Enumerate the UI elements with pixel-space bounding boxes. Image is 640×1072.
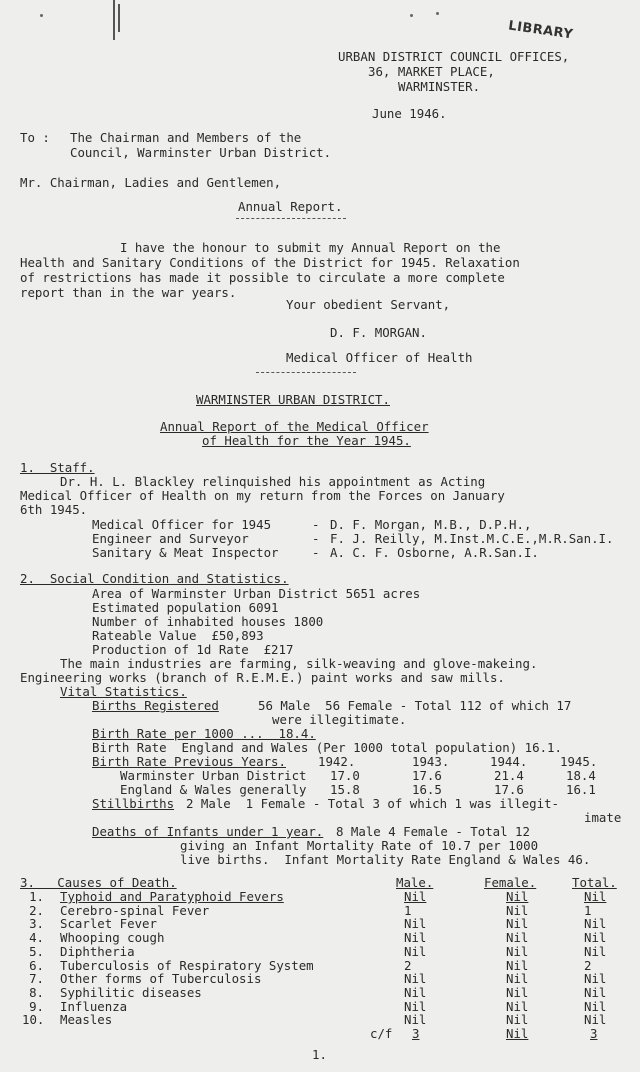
year-header: 1944. (490, 754, 528, 769)
cause-cell-total: Nil (584, 916, 607, 932)
stat-line: Rateable Value £50,893 (92, 628, 264, 643)
cause-cell-female: Nil (506, 971, 529, 987)
cause-cell-n: 6. (29, 957, 44, 973)
intro-line-3: of restrictions has made it possible to circulate a more complete (20, 270, 505, 285)
stat-line: Production of 1d Rate £217 (92, 642, 294, 657)
cf-total: 3 (590, 1026, 598, 1041)
district-title: WARMINSTER URBAN DISTRICT. (196, 392, 390, 407)
industries-line-1: The main industries are farming, silk-weaving and glove-makeing. (60, 656, 538, 671)
cause-cell-total: 1 (584, 902, 592, 918)
staff-dash: - (312, 531, 320, 546)
birth-rate: Birth Rate per 1000 ... 18.4. (92, 726, 316, 741)
causes-heading: 3. Causes of Death. (20, 875, 177, 890)
stillbirths-label: Stillbirths (92, 796, 175, 811)
cause-cell-male: Nil (404, 1012, 427, 1028)
scan-speck (436, 12, 439, 15)
year-header: 1945. (560, 754, 598, 769)
stat-line: Area of Warminster Urban District 5651 acres (92, 586, 421, 601)
cause-cell-n: 2. (29, 902, 44, 918)
cause-cell-female: Nil (506, 998, 529, 1014)
staff-role: Sanitary & Meat Inspector (92, 545, 279, 560)
vital-statistics-heading: Vital Statistics. (60, 684, 187, 699)
intro-line-4: report than in the war years. (20, 285, 237, 300)
infant-deaths-text-3: live births. Infant Mortality Rate England & Wales 46. (180, 852, 591, 867)
staff-dash: - (312, 517, 320, 532)
year-header: 1942. (318, 754, 356, 769)
cause-cell-male: Nil (404, 889, 427, 904)
scan-speck (410, 14, 413, 17)
cause-cell-total: Nil (584, 889, 607, 904)
cause-cell-female: Nil (506, 957, 529, 973)
cause-cell-n: 3. (29, 916, 44, 932)
closing: Your obedient Servant, (286, 297, 451, 312)
prev-row-label: Warminster Urban District (120, 768, 307, 783)
scan-speck (40, 14, 43, 17)
staff-text-2: Medical Officer of Health on my return from the Forces on January (20, 488, 505, 503)
ew-birth-rate: Birth Rate England and Wales (Per 1000 total population) 16.1. (92, 740, 562, 755)
cause-cell-cause: Cerebro-spinal Fever (60, 902, 210, 918)
signature: D. F. MORGAN. (330, 325, 427, 340)
prev-row-value: 16.5 (412, 782, 442, 797)
cause-cell-cause: Tuberculosis of Respiratory System (60, 957, 314, 973)
births-label: Births Registered (92, 698, 219, 713)
cause-cell-total: 2 (584, 957, 592, 973)
staff-role: Medical Officer for 1945 (92, 517, 272, 532)
cause-cell-cause: Scarlet Fever (60, 916, 157, 932)
cause-cell-cause: Typhoid and Paratyphoid Fevers (60, 889, 284, 904)
intro-line-1: I have the honour to submit my Annual Report on the (120, 240, 501, 255)
library-stamp: LIBRARY (507, 18, 575, 43)
stat-line: Number of inhabited houses 1800 (92, 614, 324, 629)
prev-row-label: England & Wales generally (120, 782, 307, 797)
addressee-line-2: Council, Warminster Urban District. (70, 145, 332, 160)
section-divider (256, 372, 356, 373)
carried-forward-label: c/f (370, 1026, 393, 1041)
cause-cell-total: Nil (584, 1012, 607, 1028)
cause-cell-male: 2 (404, 957, 412, 973)
cause-cell-n: 1. (29, 889, 44, 904)
intro-line-2: Health and Sanitary Conditions of the District for 1945. Relaxation (20, 255, 520, 270)
letter-date: June 1946. (372, 106, 447, 121)
signature-title: Medical Officer of Health (286, 350, 473, 365)
staff-name: D. F. Morgan, M.B., D.P.H., (330, 517, 532, 532)
infant-deaths-text-2: giving an Infant Mortality Rate of 10.7 per 1000 (180, 838, 539, 853)
cause-cell-male: Nil (404, 984, 427, 1000)
cause-cell-male: 1 (404, 902, 412, 918)
cause-cell-cause: Diphtheria (60, 943, 135, 959)
staff-name: A. C. F. Osborne, A.R.San.I. (330, 545, 539, 560)
industries-line-2: Engineering works (branch of R.E.M.E.) paint works and saw mills. (20, 670, 505, 685)
report-title-line-2: of Health for the Year 1945. (202, 433, 411, 448)
cause-cell-cause: Whooping cough (60, 930, 165, 946)
cause-cell-cause: Influenza (60, 998, 128, 1014)
prev-row-value: 16.1 (566, 782, 596, 797)
stillbirths-text: 2 Male 1 Female - Total 3 of which 1 was illegit- (186, 796, 559, 811)
prev-row-value: 17.6 (494, 782, 524, 797)
cause-cell-total: Nil (584, 998, 607, 1014)
social-heading: 2. Social Condition and Statistics. (20, 571, 289, 586)
report-title-line-1: Annual Report of the Medical Officer (160, 419, 429, 434)
cause-cell-male: Nil (404, 943, 427, 959)
cause-cell-male: Nil (404, 916, 427, 932)
cause-cell-n: 9. (29, 998, 44, 1014)
heading-rule (236, 218, 346, 219)
staff-heading: 1. Staff. (20, 460, 95, 475)
cause-cell-n: 10. (22, 1012, 45, 1028)
cause-cell-female: Nil (506, 889, 529, 904)
stillbirths-text-2: imate (584, 810, 622, 825)
staff-text-1: Dr. H. L. Blackley relinquished his appointment as Acting (60, 474, 486, 489)
column-female: Female. (484, 875, 537, 890)
cause-cell-female: Nil (506, 930, 529, 946)
cause-cell-total: Nil (584, 971, 607, 987)
cause-cell-total: Nil (584, 984, 607, 1000)
cf-male: 3 (412, 1026, 420, 1041)
births-text: 56 Male 56 Female - Total 112 of which 17 (258, 698, 572, 713)
cause-cell-female: Nil (506, 943, 529, 959)
cause-cell-male: Nil (404, 930, 427, 946)
cause-cell-male: Nil (404, 971, 427, 987)
cause-cell-n: 7. (29, 971, 44, 987)
cause-cell-total: Nil (584, 930, 607, 946)
infant-deaths-label: Deaths of Infants under 1 year. (92, 824, 324, 839)
prev-row-value: 17.6 (412, 768, 442, 783)
address-line-3: WARMINSTER. (398, 79, 481, 94)
cause-cell-female: Nil (506, 1012, 529, 1028)
address-line-2: 36, MARKET PLACE, (368, 64, 495, 79)
staff-dash: - (312, 545, 320, 560)
prev-row-value: 15.8 (330, 782, 360, 797)
prev-row-value: 17.0 (330, 768, 360, 783)
infant-deaths-text: 8 Male 4 Female - Total 12 (336, 824, 530, 839)
cf-female: Nil (506, 1026, 529, 1041)
cause-cell-male: Nil (404, 998, 427, 1014)
cause-cell-n: 4. (29, 930, 44, 946)
staff-name: F. J. Reilly, M.Inst.M.C.E.,M.R.San.I. (330, 531, 614, 546)
cause-cell-female: Nil (506, 916, 529, 932)
binding-mark (118, 4, 120, 32)
prev-row-value: 21.4 (494, 768, 524, 783)
births-text-2: were illegitimate. (272, 712, 407, 727)
cause-cell-n: 5. (29, 943, 44, 959)
staff-role: Engineer and Surveyor (92, 531, 249, 546)
cause-cell-cause: Other forms of Tuberculosis (60, 971, 262, 987)
cause-cell-total: Nil (584, 943, 607, 959)
salutation: Mr. Chairman, Ladies and Gentlemen, (20, 175, 282, 190)
address-line-1: URBAN DISTRICT COUNCIL OFFICES, (338, 49, 570, 64)
cause-cell-female: Nil (506, 984, 529, 1000)
previous-years-label: Birth Rate Previous Years. (92, 754, 286, 769)
stat-line: Estimated population 6091 (92, 600, 279, 615)
addressee-line-1: The Chairman and Members of the (70, 130, 302, 145)
prev-row-value: 18.4 (566, 768, 596, 783)
staff-text-3: 6th 1945. (20, 502, 88, 517)
cause-cell-n: 8. (29, 984, 44, 1000)
to-label: To : (20, 130, 50, 145)
cause-cell-cause: Measles (60, 1012, 113, 1028)
page-number: 1. (312, 1047, 327, 1062)
binding-mark (113, 0, 115, 40)
annual-report-heading: Annual Report. (238, 199, 343, 214)
year-header: 1943. (412, 754, 450, 769)
column-total: Total. (572, 875, 617, 890)
cause-cell-cause: Syphilitic diseases (60, 984, 202, 1000)
cause-cell-female: Nil (506, 902, 529, 918)
column-male: Male. (396, 875, 434, 890)
